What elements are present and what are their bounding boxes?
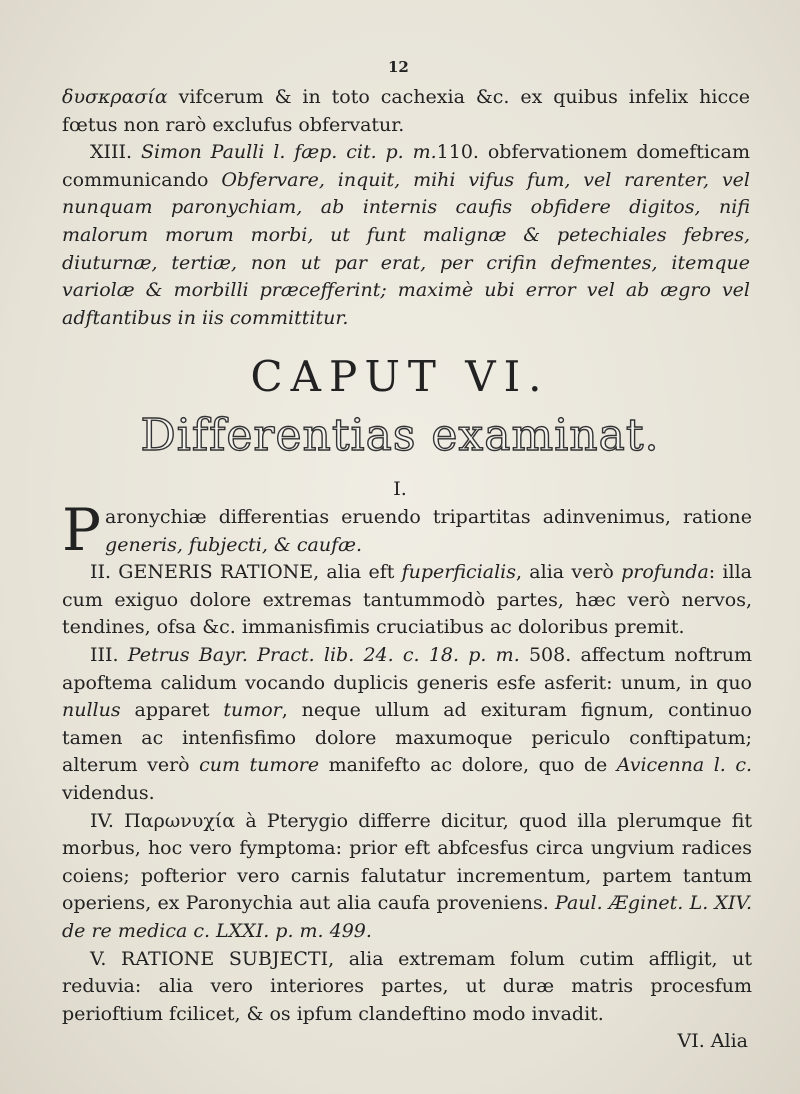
section-text-italic: tumor [223,699,282,722]
section-text: videndus. [62,781,155,804]
author-reference: Avicenna l. c. [616,754,753,777]
section-number: V. RATIONE SUBJECTI, [90,947,349,970]
greek-word: Παρωνυχία [124,809,236,832]
section-text: : illa cum exiguo dolore extremas tantummodò partes, hæc verò nervos, tendines, ofsa &c. immanisfimis cruciatibus ac doloribus premit. [62,561,752,639]
page-number: 12 [388,58,409,76]
section-number-i: I. [393,478,407,500]
section-text: manifefto ac dolore, quo de [319,754,617,777]
section-number: III. [90,643,128,666]
section-text: à Pterygio differre dicitur, quod illa plerumque fit morbus, hoc vero fymptoma: prior eft abfcesfus circa ungvium radices coiens; pofterior vero carnis falutatur incrementum, partem tantum operiens, ex Paronychia aut alia caufa proveniens. [62,809,752,915]
paragraph-text: 110. obfervationem domefticam communicando [62,141,750,191]
section-number: IV. [90,809,125,832]
section-number: II. GENERIS RATIONE, [90,561,327,584]
greek-word: δυσκρασία [62,86,168,108]
section-text: 508. affectum noftrum apoftema calidum vocando duplicis generis esfe asferit: unum, in quo [62,643,752,694]
top-paragraph [62,84,750,332]
paragraph-dyskrasia [62,84,750,139]
section-number: XIII. [90,141,141,164]
section-v [62,946,752,1029]
section-text: alia eft [326,561,402,584]
section-text: , neque ullum ad exituram fignum, continuo tamen ac intenfisfimo dolore maxumoque periculo conftipatum; alterum verò [62,699,752,777]
chapter-title: Differentias examinat. [140,410,660,461]
author-reference: Paul. Æginet. L. XIV. de re medica c. LXXI. p. m. 499. [62,892,752,942]
chapter-label: CAPUT VI. [250,352,550,401]
section-text: apparet [120,699,224,722]
section-text: alia extremam folum cutim affligit, ut reduvia: alia vero interiores partes, ut duræ matris procesfum perioftium fcilicet, & os ipfum clandeftino modo invadit. [62,947,752,1025]
author-reference: Simon Paulli l. fæp. cit. p. m. [140,141,437,164]
paragraph-text: vifcerum & in toto cachexia &c. ex quibus infelix hicce fœtus non rarò exclufus obfervatur. [62,86,750,136]
section-iv [62,808,752,946]
author-reference: Petrus Bayr. Pract. lib. 24. c. 18. p. m. [127,643,520,666]
section-text-italic: profunda [621,561,709,584]
section-text-italic: cum tumore [199,754,320,777]
paragraph-xiii [62,139,750,332]
section-text: , alia verò [516,561,622,584]
section-text-italic: generis, fubjecti, & caufæ. [105,533,362,556]
sections-block [62,496,753,1056]
catchword: VI. Alia [677,1030,748,1053]
section-ii [62,559,752,642]
section-i [62,496,752,564]
section-iii [62,642,752,808]
section-text: aronychiæ differentias eruendo tripartitas adinvenimus, ratione [105,506,752,528]
drop-cap: P [62,496,102,564]
section-text-italic: nullus [62,699,121,722]
quotation: Obfervare, inquit, mihi vifus fum, vel rarenter, vel nunquam paronychiam, ab internis caufis obfidere digitos, nifi malorum morum morbi, ut funt malignæ & petechiales febres, diuturnæ, tertiæ, non ut par erat, per crifin defmentes, itemque variolæ & morbilli præcefferint; maximè ubi error vel ab ægro vel adftantibus in iis committitur. [62,168,750,329]
section-text-italic: fuperficialis [401,561,517,584]
